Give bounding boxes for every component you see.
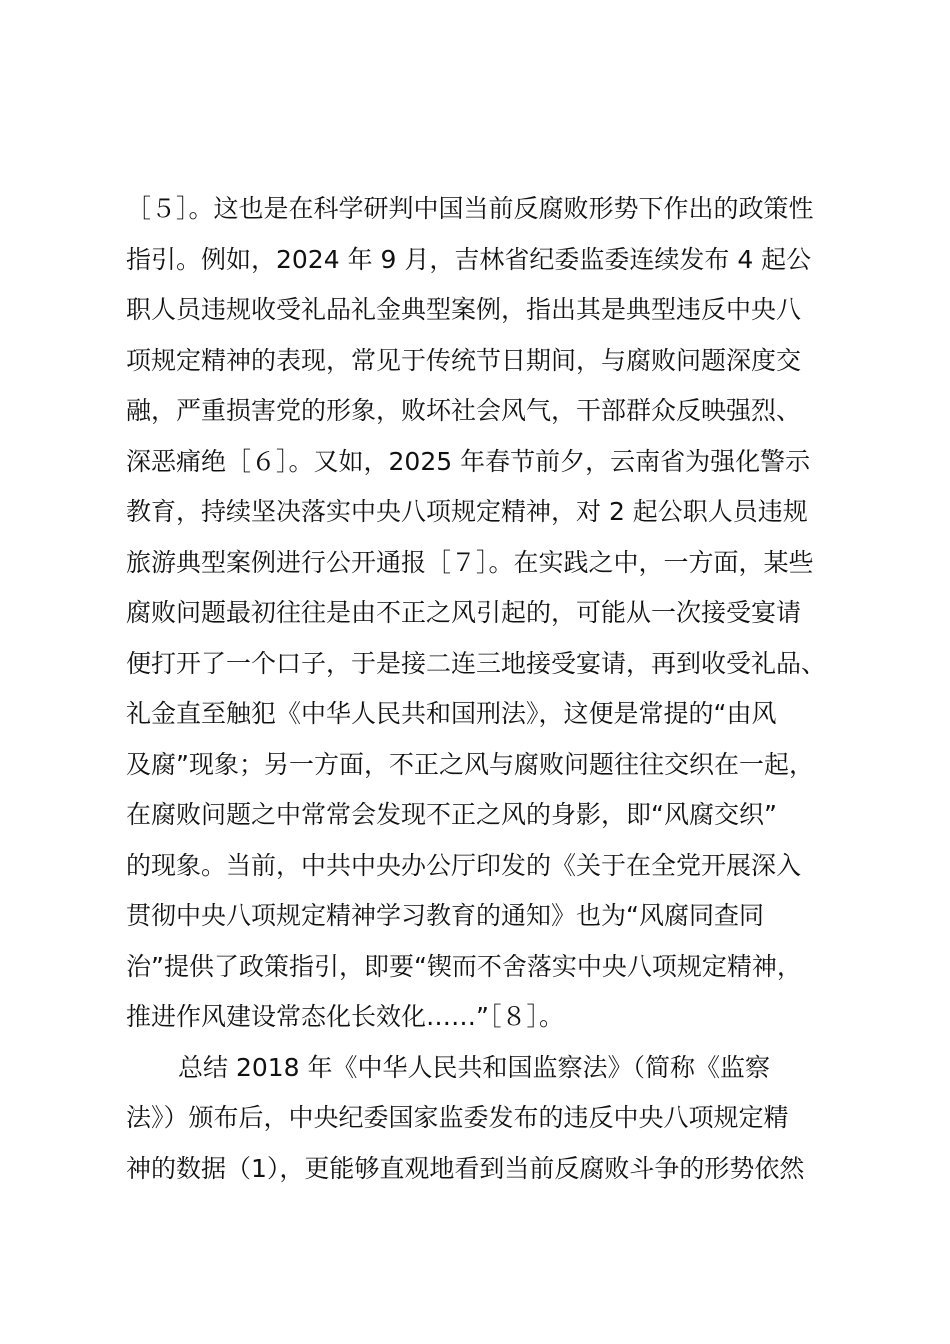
text-line: 推进作风建设常态化长效化……”［８］。: [126, 1002, 564, 1031]
text-line: 旅游典型案例进行公开通报［７］。在实践之中，一方面，某些: [126, 547, 814, 577]
text-line: 融，严重损害党的形象，败坏社会风气，干部群众反映强烈、: [126, 396, 802, 425]
body-text: [126, 184, 846, 1194]
text-line: 深恶痛绝［６］。又如，2025 年春节前夕，云南省为强化警示: [126, 446, 811, 476]
text-line: 在腐败问题之中常常会发现不正之风的身影，即“风腐交织”: [126, 800, 777, 829]
text-line: 指引。例如，2024 年 9 月，吉林省纪委监委连续发布 4 起公: [126, 244, 812, 274]
text-line: 及腐”现象；另一方面，不正之风与腐败问题往往交织在一起，: [126, 749, 814, 779]
text-line: 的现象。当前，中共中央办公厅印发的《关于在全党开展深入: [126, 850, 802, 880]
text-line: 项规定精神的表现，常见于传统节日期间，与腐败问题深度交: [126, 345, 802, 375]
text-line: 贯彻中央八项规定精神学习教育的通知》也为“风腐同查同: [126, 901, 764, 930]
text-line: 教育，持续坚决落实中央八项规定精神，对 2 起公职人员违规: [126, 497, 808, 526]
text-line: 职人员违规收受礼品礼金典型案例，指出其是典型违反中央八: [126, 295, 802, 324]
text-line: 礼金直至触犯《中华人民共和国刑法》，这便是常提的“由风: [126, 699, 777, 728]
text-line: 腐败问题最初往往是由不正之风引起的，可能从一次接受宴请: [126, 598, 802, 627]
text-line: 治”提供了政策指引，即要“锲而不舍落实中央八项规定精神，: [126, 951, 802, 981]
paragraph-start-line: 总结 2018 年《中华人民共和国监察法》（简称《监察: [178, 1052, 771, 1082]
text-line: 便打开了一个口子，于是接二连三地接受宴请，再到收受礼品、: [126, 648, 827, 678]
text-line: 法》）颁布后，中央纪委国家监委发布的违反中央八项规定精: [126, 1103, 789, 1132]
text-line: 神的数据（1），更能够直观地看到当前反腐败斗争的形势依然: [126, 1153, 805, 1183]
text-line: ［５］。这也是在科学研判中国当前反腐败形势下作出的政策性: [126, 194, 814, 223]
